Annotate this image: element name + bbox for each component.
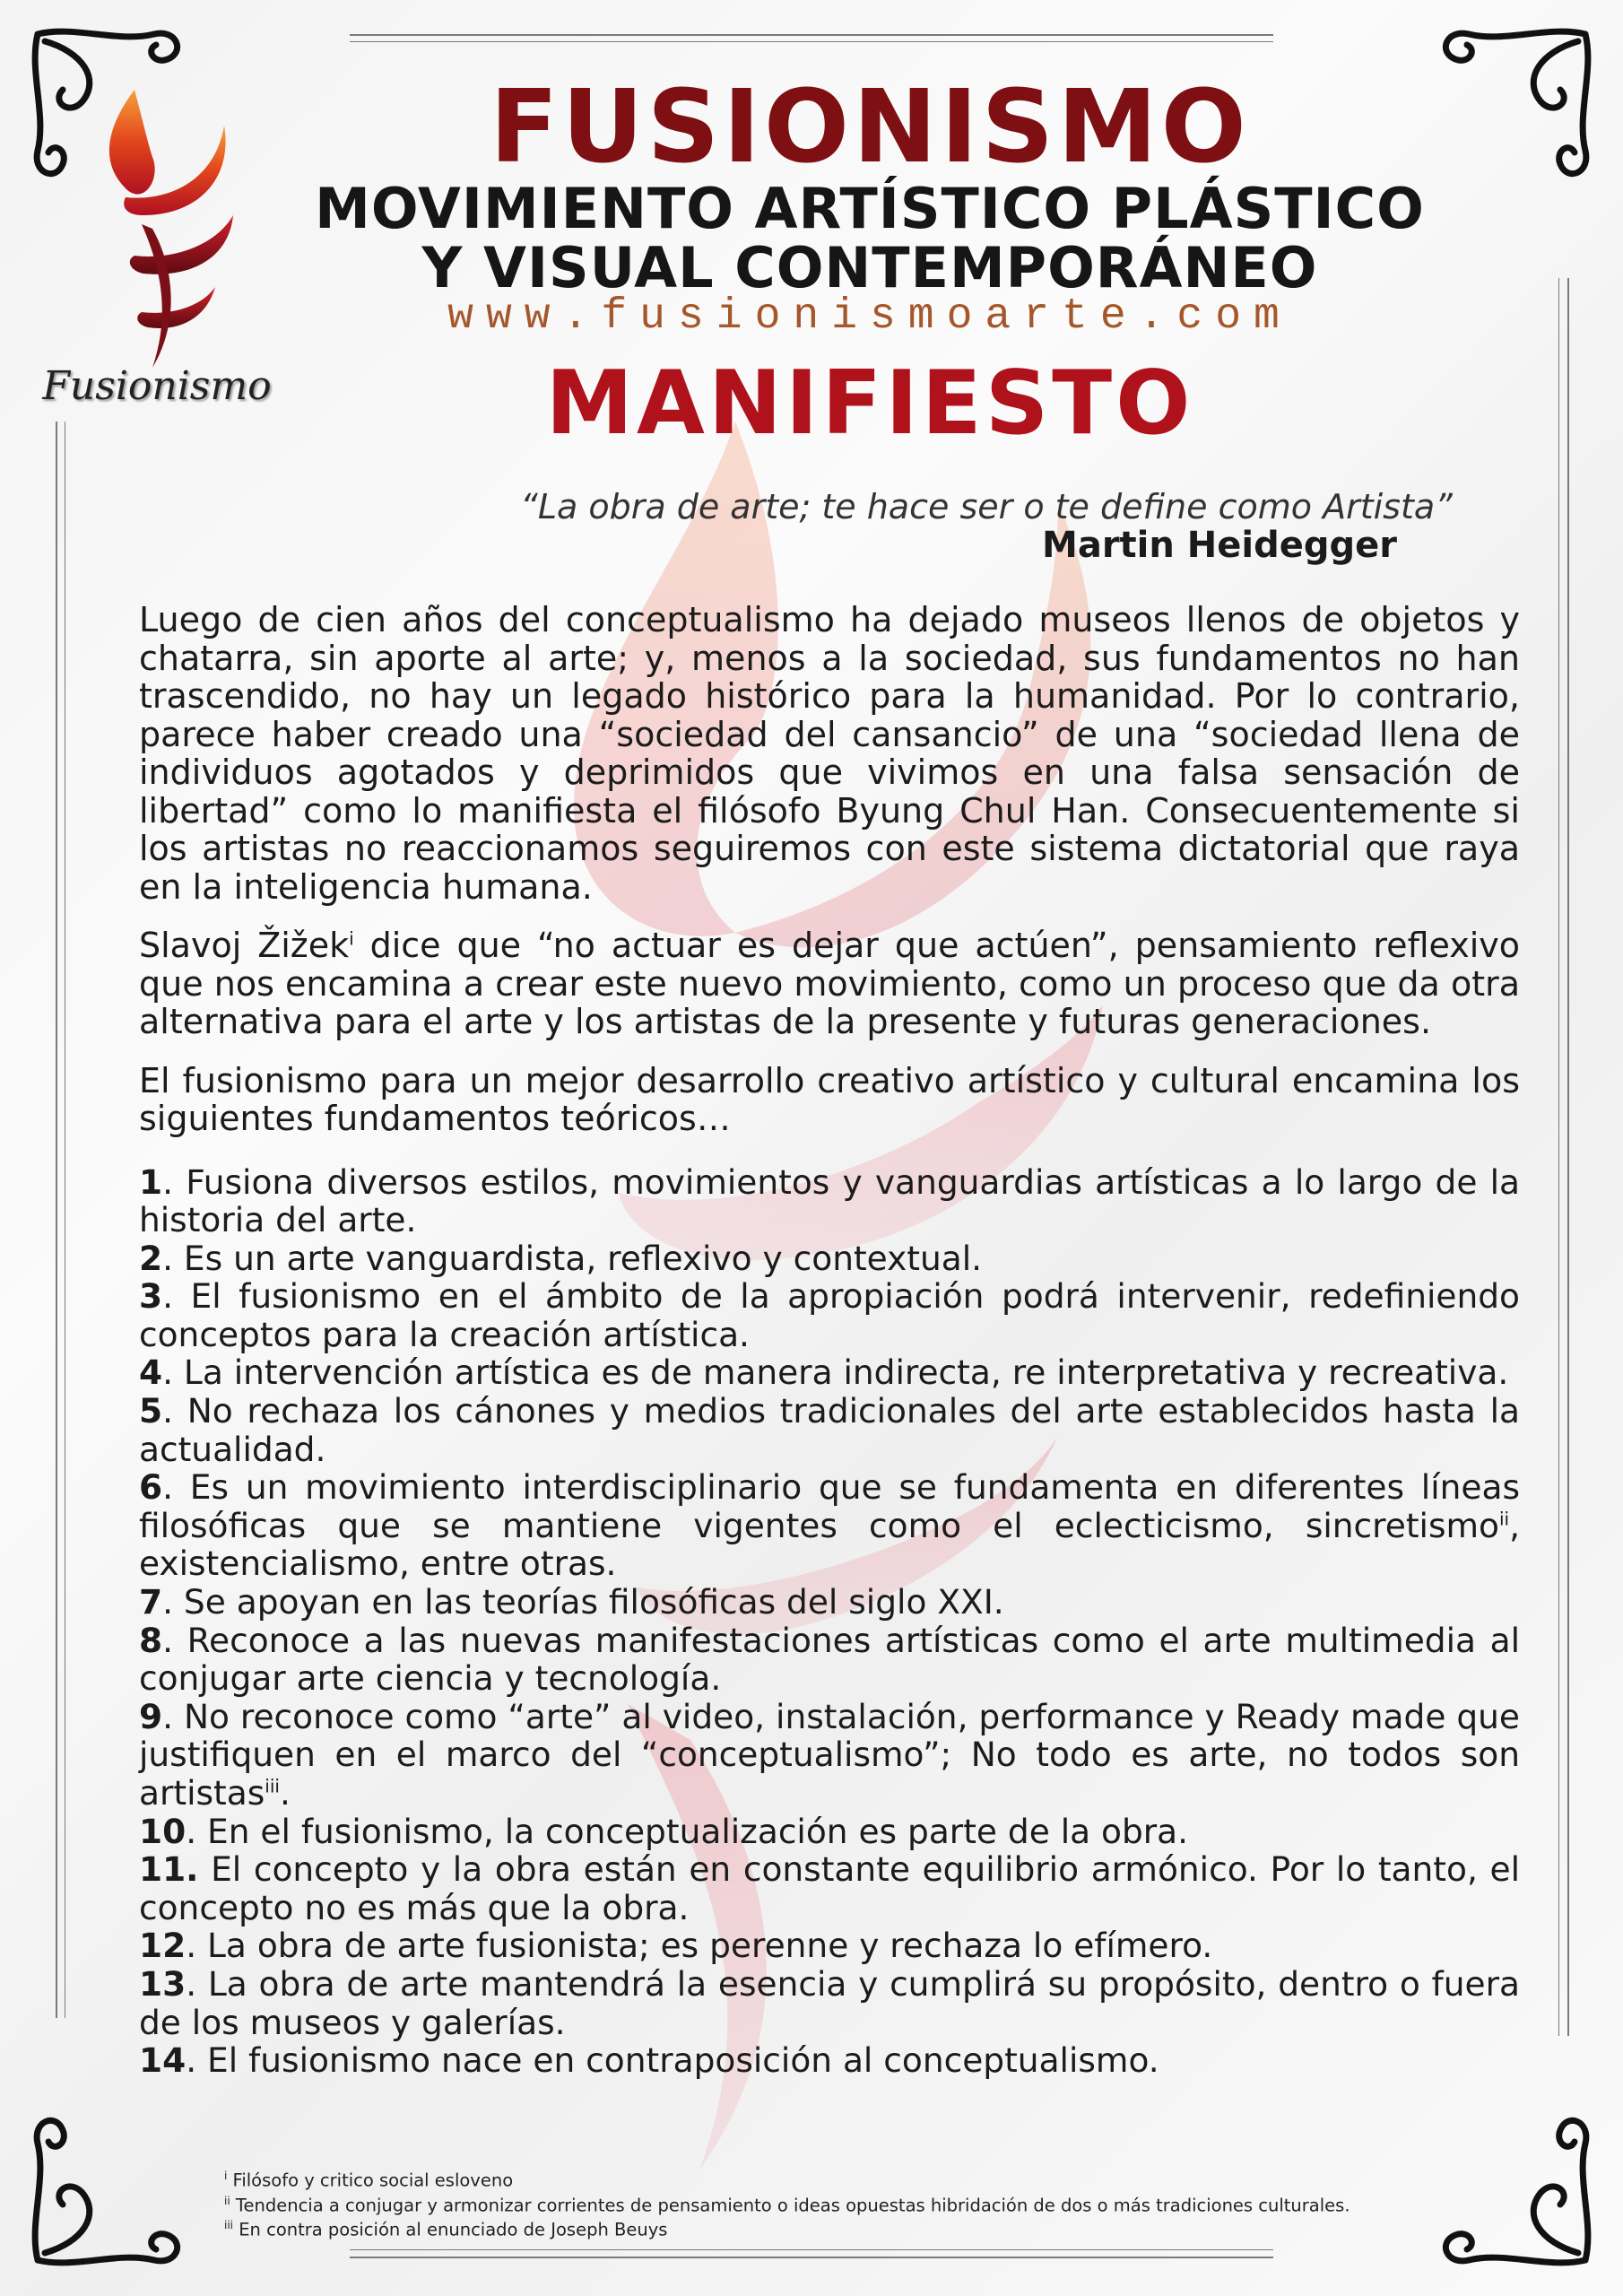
frame-line-bottom-inner	[350, 2257, 1273, 2258]
item-text-after: , existencialismo, entre otras.	[139, 1505, 1520, 1584]
main-title: FUSIONISMO	[490, 69, 1250, 186]
footnote-ref-i: i	[349, 927, 354, 950]
list-item	[139, 1392, 1520, 1468]
frame-line-top-inner	[350, 41, 1273, 42]
list-item	[139, 2041, 1520, 2080]
item-text: . Es un arte vanguardista, reflexivo y contextual.	[162, 1238, 983, 1278]
item-number: 4	[139, 1352, 163, 1393]
frame-line-bottom	[350, 2249, 1273, 2250]
item-number: 3	[139, 1276, 163, 1317]
website-link[interactable]: www.fusionismoarte.com	[447, 292, 1292, 341]
item-text: . No rechaza los cánones y medios tradicionales del arte establecidos hasta la actualidad.	[139, 1391, 1520, 1469]
item-number: 14	[139, 2040, 187, 2081]
item-text: . La obra de arte fusionista; es perenne y rechaza lo efímero.	[186, 1926, 1213, 1966]
footnote-iii	[224, 2215, 1515, 2240]
item-text: . La intervención artística es de manera indirecta, re interpretativa y recreativa.	[162, 1352, 1509, 1393]
item-text: . Se apoyan en las teorías filosóficas del siglo XXI.	[162, 1582, 1004, 1622]
manifesto-body	[139, 601, 1520, 2080]
item-text: . El fusionismo en el ámbito de la apropiación podrá intervenir, redefiniendo conceptos para la creación artística.	[139, 1276, 1520, 1354]
item-number: 9	[139, 1696, 163, 1736]
list-item	[139, 1850, 1520, 1926]
item-number: 12	[139, 1926, 187, 1966]
item-number: 13	[139, 1963, 187, 2004]
list-item	[139, 1698, 1520, 1813]
epigraph-quote: “La obra de arte; te hace ser o te define como Artista”	[520, 487, 1453, 526]
item-number: 7	[139, 1582, 163, 1622]
item-number: 10	[139, 1811, 187, 1851]
item-number: 5	[139, 1391, 163, 1431]
item-number: 1	[139, 1161, 163, 1202]
corner-ornament-bottom-left	[20, 2090, 208, 2278]
list-item	[139, 1353, 1520, 1392]
item-text-after: .	[279, 1773, 291, 1813]
item-number: 11.	[139, 1849, 199, 1890]
list-item	[139, 1926, 1520, 1965]
item-text: . Fusiona diversos estilos, movimientos y vanguardias artísticas a lo largo de la historia del arte.	[139, 1161, 1520, 1240]
item-text: . El fusionismo nace en contraposición al conceptualismo.	[186, 2040, 1159, 2081]
item-number: 6	[139, 1467, 163, 1508]
item-text: . La obra de arte mantendrá la esencia y cumplirá su propósito, dentro o fuera de los museos y galerías.	[139, 1963, 1520, 2042]
paragraph-fundamentos: El fusionismo para un mejor desarrollo creativo artístico y cultural encamina los siguientes fundamentos teóricos…	[139, 1060, 1520, 1138]
footnote-text: Filósofo y critico social esloveno	[232, 2170, 514, 2191]
item-number: 2	[139, 1238, 163, 1278]
frame-line-top	[350, 34, 1273, 36]
subtitle-line-1: MOVIMIENTO ARTÍSTICO PLÁSTICO	[315, 176, 1425, 241]
footnote-ref-ii: ii	[1498, 1508, 1510, 1530]
list-item	[139, 1965, 1520, 2041]
footnote-i	[224, 2166, 1515, 2191]
list-item	[139, 1813, 1520, 1851]
item-text: . En el fusionismo, la conceptualización es parte de la obra.	[186, 1811, 1189, 1851]
list-item	[139, 1583, 1520, 1622]
paragraph-intro: Luego de cien años del conceptualismo ha dejado museos llenos de objetos y chatarra, sin aporte al arte; y, menos a la sociedad, sus fundamentos no han trascendido, no hay un legado histórico para la humanidad. Por lo contrario, parece haber creado una “sociedad del cansancio” de una “sociedad llena de individuos agotados y deprimidos que vivimos en una falsa sensación de libertad” como lo manifiesta el filósofo Byung Chul Han. Consecuentemente si los artistas no reaccionamos seguiremos con este sistema dictatorial que raya en la inteligencia humana.	[139, 600, 1520, 907]
paragraph-zizek-rest: dice que “no actuar es dejar que actúen”, pensamiento reflexivo que nos encamina a crear este nuevo movimiento, como un proceso que da otra alternativa para el arte y los artistas de la presente y futuras generaciones.	[139, 926, 1520, 1041]
paragraph-zizek-start: Slavoj Žižek	[139, 926, 350, 965]
footnote-mark: i	[224, 2170, 228, 2182]
footnote-mark: iii	[224, 2219, 234, 2231]
footnote-ii	[224, 2191, 1515, 2216]
list-item	[139, 1622, 1520, 1698]
logo-wordmark: Fusionismo	[42, 363, 272, 409]
item-text: . Es un movimiento interdisciplinario que se fundamenta en diferentes líneas filosóficas que se mantiene vigentes como el eclecticismo, sincretismo	[139, 1467, 1520, 1545]
frame-line-right-inner	[1567, 278, 1569, 2036]
footnote-text: En contra posición al enunciado de Joseph Beuys	[239, 2219, 668, 2240]
subtitle	[269, 176, 1471, 300]
list-item	[139, 1239, 1520, 1278]
item-text: . Reconoce a las nuevas manifestaciones artísticas como el arte multimedia al conjugar arte ciencia y tecnología.	[139, 1620, 1520, 1699]
frame-line-left	[56, 422, 57, 2018]
manifesto-heading: MANIFIESTO	[545, 352, 1194, 455]
footnote-ref-iii: iii	[265, 1775, 280, 1797]
principles-list	[139, 1163, 1520, 2080]
item-text: El concepto y la obra están en constante equilibrio armónico. Por lo tanto, el concepto no es más que la obra.	[139, 1849, 1520, 1927]
list-item	[139, 1163, 1520, 1239]
paragraph-zizek	[139, 926, 1520, 1041]
frame-line-right	[1558, 278, 1559, 2036]
footnotes	[224, 2166, 1515, 2240]
item-number: 8	[139, 1620, 163, 1660]
epigraph-author: Martin Heidegger	[1042, 525, 1397, 566]
footnote-mark: ii	[224, 2194, 230, 2207]
list-item	[139, 1468, 1520, 1583]
subtitle-line-2: Y VISUAL CONTEMPORÁNEO	[421, 235, 1318, 300]
footnote-text: Tendencia a conjugar y armonizar corrientes de pensamiento o ideas opuestas hibridación de dos o más tradiciones culturales.	[235, 2195, 1350, 2215]
item-text: . No reconoce como “arte” al video, instalación, performance y Ready made que justifiquen en el marco del “conceptualismo”; No todo es arte, no todos son artistas	[139, 1696, 1520, 1813]
list-item	[139, 1277, 1520, 1353]
